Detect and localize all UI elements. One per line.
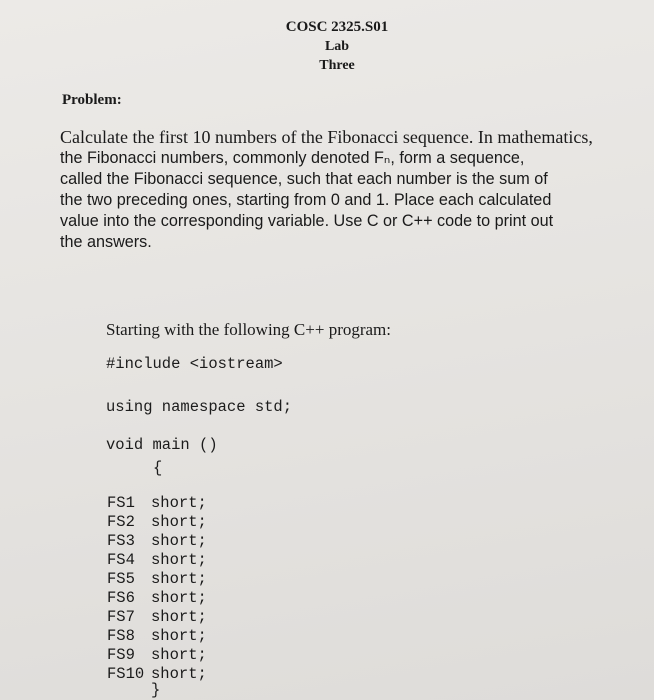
variable-declaration <box>107 532 207 551</box>
variable-name: FS2 <box>107 513 135 531</box>
variable-type: short; <box>151 665 207 683</box>
code-using: using namespace std; <box>106 398 293 416</box>
variable-list <box>107 494 207 684</box>
variable-name: FS8 <box>107 627 135 645</box>
variable-type: short; <box>151 608 207 626</box>
variable-type: short; <box>151 570 207 588</box>
problem-label: Problem: <box>62 92 122 108</box>
starting-text: Starting with the following C++ program: <box>106 320 392 339</box>
variable-declaration <box>107 627 207 646</box>
variable-type: short; <box>151 532 207 550</box>
problem-line: called the Fibonacci sequence, such that each number is the sum of <box>60 170 548 188</box>
variable-declaration <box>107 494 207 513</box>
code-main: void main () <box>106 436 218 454</box>
problem-line: Calculate the first 10 numbers of the Fibonacci sequence. In mathematics, <box>60 127 593 147</box>
variable-name: FS5 <box>107 570 135 588</box>
problem-line: the Fibonacci numbers, commonly denoted Fₙ, form a sequence, <box>60 149 525 167</box>
code-open-brace: { <box>153 459 163 477</box>
variable-declaration <box>107 646 207 665</box>
code-close-brace: } <box>151 681 161 699</box>
lab-number: Three <box>319 58 355 73</box>
variable-name: FS6 <box>107 589 135 607</box>
problem-line: the two preceding ones, starting from 0 and 1. Place each calculated <box>60 191 552 209</box>
variable-declaration <box>107 570 207 589</box>
variable-name: FS10 <box>107 665 145 683</box>
variable-name: FS7 <box>107 608 135 626</box>
problem-text <box>60 127 620 253</box>
variable-declaration <box>107 589 207 608</box>
variable-type: short; <box>151 627 207 645</box>
variable-type: short; <box>151 646 207 664</box>
problem-line: the answers. <box>60 233 152 251</box>
variable-declaration <box>107 551 207 570</box>
variable-declaration <box>107 513 207 532</box>
variable-type: short; <box>151 551 207 569</box>
variable-name: FS3 <box>107 532 135 550</box>
code-include: #include <iostream> <box>106 355 283 373</box>
problem-line: value into the corresponding variable. Use C or C++ code to print out <box>60 212 554 230</box>
variable-type: short; <box>151 589 207 607</box>
variable-declaration <box>107 608 207 627</box>
variable-type: short; <box>151 513 207 531</box>
lab-label: Lab <box>324 39 350 54</box>
variable-name: FS4 <box>107 551 135 569</box>
variable-name: FS1 <box>107 494 135 512</box>
variable-name: FS9 <box>107 646 135 664</box>
variable-type: short; <box>151 494 207 512</box>
course-title: COSC 2325.S01 <box>285 19 389 35</box>
